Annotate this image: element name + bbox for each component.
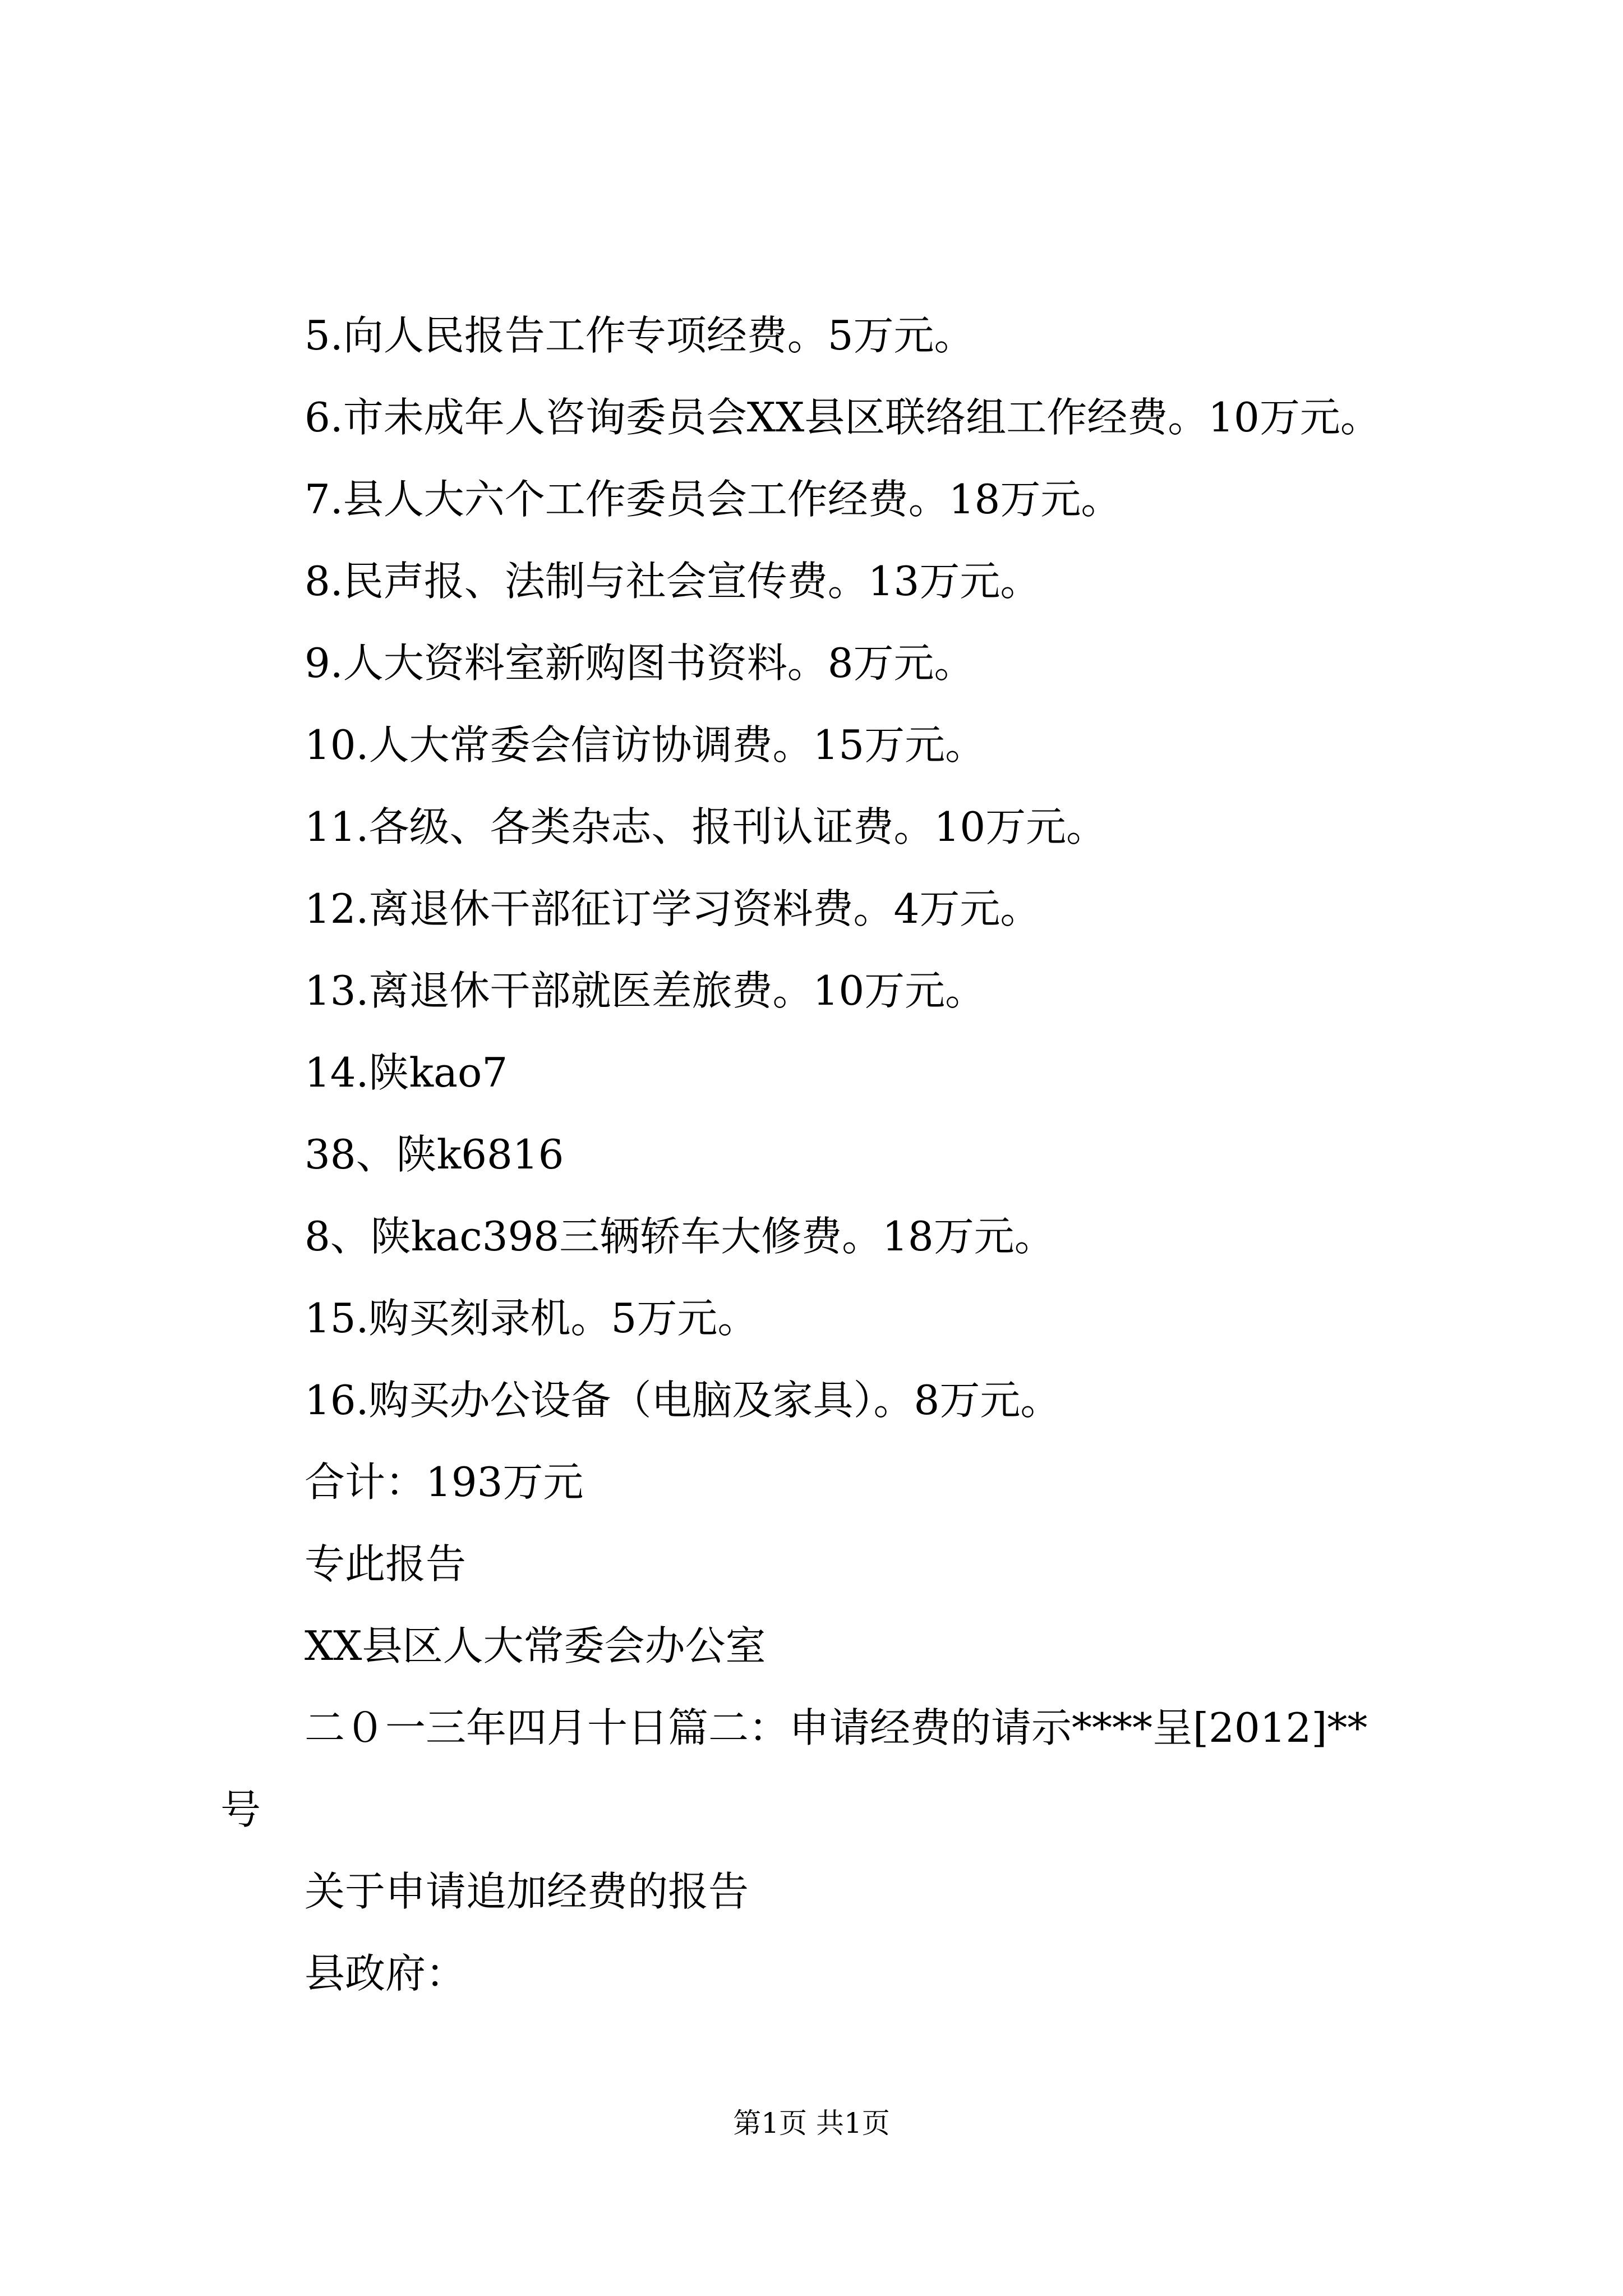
- body-line: 12.离退休干部征订学习资料费。4万元。: [305, 885, 1041, 932]
- body-line: 8、陕kac398三辆轿车大修费。18万元。: [305, 1213, 1055, 1260]
- date-line: 二０一三年四月十日篇二：申请经费的请示****呈[2012]**: [305, 1704, 1368, 1751]
- signature-line: XX县区人大常委会办公室: [305, 1622, 766, 1669]
- body-line: 8.民声报、法制与社会宣传费。13万元。: [305, 558, 1041, 605]
- closing-line: 专此报告: [305, 1540, 467, 1588]
- body-line: 10.人大常委会信访协调费。15万元。: [305, 721, 986, 769]
- body-line: 14.陕kao7: [305, 1049, 508, 1096]
- body-line: 16.购买办公设备（电脑及家具）。8万元。: [305, 1377, 1061, 1424]
- page-footer: 第1页 共1页: [733, 2107, 890, 2139]
- body-line: 号: [220, 1786, 261, 1833]
- body-line: 38、陕k6816: [305, 1131, 564, 1178]
- body-line: 5.向人民报告工作专项经费。5万元。: [305, 312, 975, 359]
- body-line: 6.市未成年人咨询委员会XX县区联络组工作经费。10万元。: [305, 394, 1381, 441]
- body-line: 9.人大资料室新购图书资料。8万元。: [305, 639, 975, 687]
- body-line: 11.各级、各类杂志、报刊认证费。10万元。: [305, 803, 1107, 850]
- body-line: 13.离退休干部就医差旅费。10万元。: [305, 967, 986, 1014]
- section-heading: 关于申请追加经费的报告: [305, 1868, 749, 1915]
- total-line: 合计：193万元: [305, 1458, 584, 1506]
- salutation-line: 县政府：: [305, 1950, 467, 1997]
- body-line: 7.县人大六个工作委员会工作经费。18万元。: [305, 476, 1122, 523]
- body-line: 15.购买刻录机。5万元。: [305, 1295, 758, 1342]
